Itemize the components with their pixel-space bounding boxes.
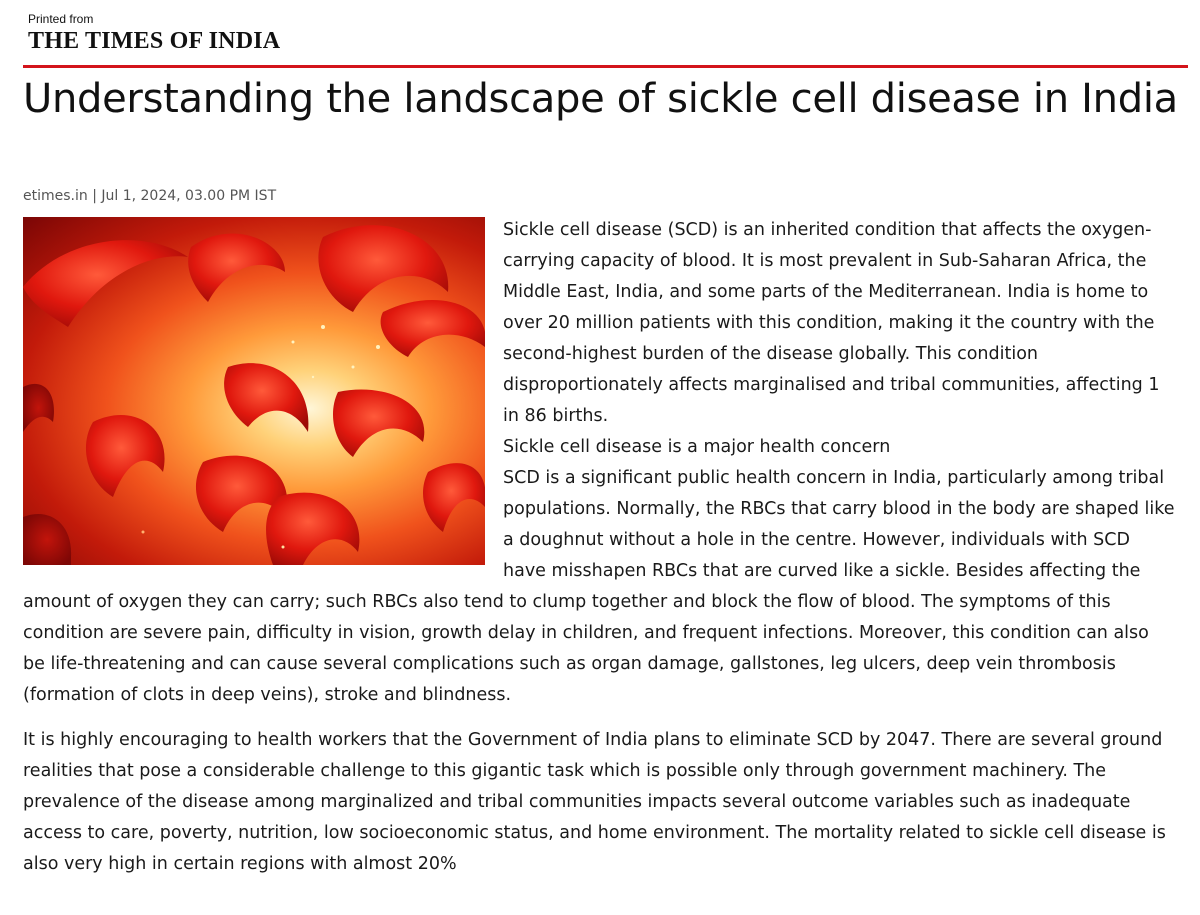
paragraph-government-plan: It is highly encouraging to health workers that the Government of India plans to eliminate SCD by 2047. There are several ground realities that pose a considerable challenge to this gigantic task which is possible only through government machinery. The prevalence of the disease among marginalized and tribal communities impacts several outcome variables such as inadequate access to care, poverty, nutrition, low socioeconomic status, and home environment. The mortality related to sickle cell disease is also very high in certain regions with almost 20% (23, 730, 1166, 874)
article-title: Understanding the landscape of sickle cell disease in India (23, 76, 1178, 122)
article-byline: etimes.in | Jul 1, 2024, 03.00 PM IST (23, 188, 277, 204)
article-image-sickle-cells (23, 217, 485, 565)
masthead-logo: THE TIMES OF INDIA (28, 28, 281, 54)
print-header (28, 12, 1188, 56)
paragraph-subheading: Sickle cell disease is a major health concern (503, 437, 891, 457)
paragraph-scd-concern: SCD is a significant public health concern in India, particularly among tribal populations. Normally, the RBCs that carry blood in the body are shaped like a doughnut without a hole in the centre. However, individuals with SCD have misshapen RBCs that are curved like a sickle. Besides affecting the amount of oxygen they can carry; such RBCs also tend to clump together and block the flow of blood. The symptoms of this condition are severe pain, difficulty in vision, growth delay in children, and frequent infections. Moreover, this condition can also be life-threatening and can cause several complications such as organ damage, gallstones, leg ulcers, deep vein thrombosis (formation of clots in deep veins), stroke and blindness. (23, 468, 1175, 705)
paragraph-intro: Sickle cell disease (SCD) is an inherited condition that affects the oxygen-carrying capacity of blood. It is most prevalent in Sub-Saharan Africa, the Middle East, India, and some parts of the Mediterranean. India is home to over 20 million patients with this condition, making it the country with the second-highest burden of the disease globally. This condition disproportionately affects marginalised and tribal communities, affecting 1 in 86 births. (503, 220, 1160, 426)
printed-from-label: Printed from (28, 12, 94, 26)
article-body (23, 215, 1175, 894)
header-divider (23, 65, 1188, 68)
sickle-cells-illustration (23, 217, 485, 565)
